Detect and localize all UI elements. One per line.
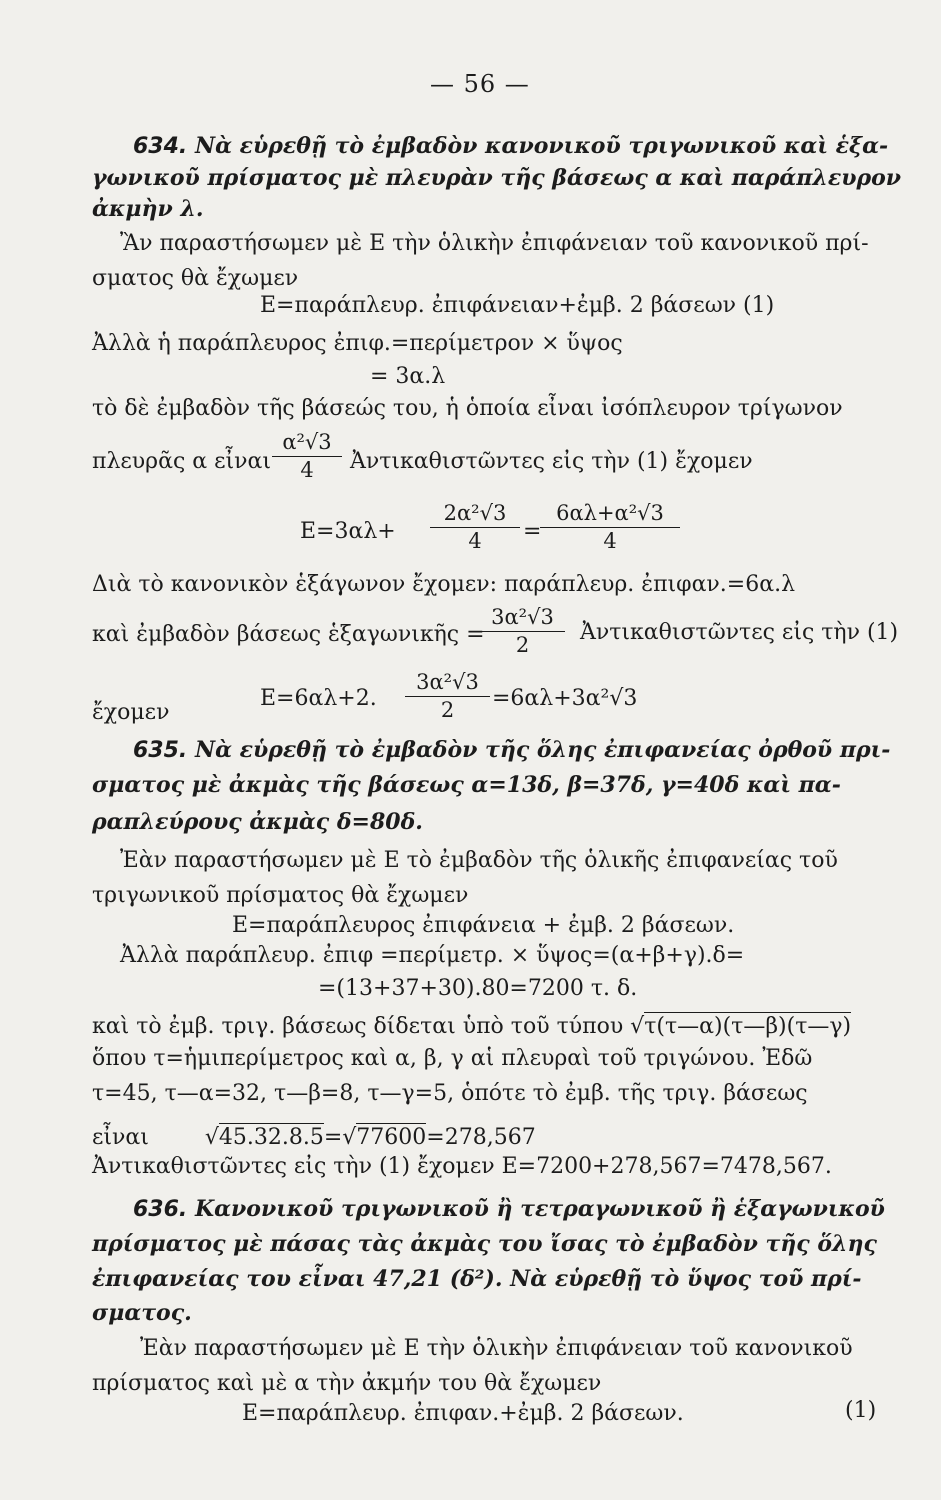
problem-634-title-line-3: ἀκμὴν λ. — [92, 196, 204, 222]
problem-636-title-line-2: πρίσματος μὲ πάσας τὰς ἀκμὰς του ἴσας τὸ ἐμβαδὸν τῆς ὅλης — [92, 1231, 877, 1257]
problem-635-number: 635. — [133, 738, 188, 763]
equation-label: (1) — [845, 1398, 877, 1423]
problem-635-text-line: τριγωνικοῦ πρίσματος θὰ ἔχωμεν — [92, 883, 469, 908]
problem-634-equation-lhs: Ε=3αλ+ — [300, 519, 396, 544]
problem-634-equation-lhs: Ε=6αλ+2. — [260, 686, 377, 711]
problem-634-text-line: πλευρᾶς α εἶναι — [92, 449, 272, 474]
problem-634-text-line: τὸ δὲ ἐμβαδὸν τῆς βάσεώς του, ἡ ὁποία εἶναι ἰσόπλευρον τρίγωνον — [92, 396, 843, 421]
problem-635-text-line: ὅπου τ=ἡμιπερίμετρος καὶ α, β, γ αἱ πλευραὶ τοῦ τριγώνου. Ἐδῶ — [92, 1046, 813, 1071]
problem-635-text-line: Ἀντικαθιστῶντες εἰς τὴν (1) ἔχομεν Ε=7200+278,567=7478,567. — [92, 1154, 832, 1179]
problem-635-equation: Ε=παράπλευρος ἐπιφάνεια + ἐμβ. 2 βάσεων. — [232, 913, 735, 938]
problem-636-number: 636. — [133, 1197, 188, 1222]
problem-634-title-line-2: γωνικοῦ πρίσματος μὲ πλευρὰν τῆς βάσεως α καὶ παράπλευρον — [92, 165, 902, 191]
problem-634-text-line: καὶ ἐμβαδὸν βάσεως ἑξαγωνικῆς = — [92, 622, 485, 647]
problem-634-equation-1: Ε=παράπλευρ. ἐπιφάνειαν+ἐμβ. 2 βάσεων (1) — [260, 293, 775, 318]
problem-634-equation: = 3α.λ — [370, 364, 446, 389]
problem-635-text-line: Ἐὰν παραστήσωμεν μὲ Ε τὸ ἐμβαδὸν τῆς ὁλικῆς ἐπιφανείας τοῦ — [120, 848, 838, 873]
fraction-hexagon-base: 3α²√3 2 — [480, 607, 565, 656]
problem-636-title-line-3: ἐπιφανείας του εἶναι 47,21 (δ²). Νὰ εὑρεθῇ τὸ ὕψος τοῦ πρί- — [92, 1266, 862, 1292]
problem-635-text-line: καὶ τὸ ἐμβ. τριγ. βάσεως δίδεται ὑπὸ τοῦ τύπου √τ(τ—α)(τ—β)(τ—γ) — [92, 1014, 852, 1039]
problem-635-text-line: εἶναι √45.32.8.5=√77600=278,567 — [92, 1125, 536, 1150]
problem-634-text-line: σματος θὰ ἔχωμεν — [92, 266, 299, 291]
problem-635-text-line: τ=45, τ—α=32, τ—β=8, τ—γ=5, ὁπότε τὸ ἐμβ. τῆς τριγ. βάσεως — [92, 1081, 808, 1106]
problem-636-title-line-4: σματος. — [92, 1300, 192, 1326]
problem-636-title-line-1: 636. Κανονικοῦ τριγωνικοῦ ἢ τετραγωνικοῦ ἢ ἑξαγωνικοῦ — [133, 1196, 885, 1222]
problem-634-text-line: ἔχομεν — [92, 700, 170, 725]
fraction-base-area-triangle: α²√3 4 — [272, 432, 342, 481]
problem-636-text-line: πρίσματος καὶ μὲ α τὴν ἀκμήν του θὰ ἔχωμεν — [92, 1371, 602, 1396]
problem-634-text-line: Ἀντικαθιστῶντες εἰς τὴν (1) ἔχομεν — [350, 449, 753, 474]
problem-634-equation-result: =6αλ+3α²√3 — [492, 686, 638, 711]
problem-634-title-line-1: 634. Νὰ εὑρεθῇ τὸ ἐμβαδὸν κανονικοῦ τριγωνικοῦ καὶ ἑξα- — [133, 133, 889, 159]
problem-634-number: 634. — [133, 134, 188, 159]
problem-635-text-line: Ἀλλὰ παράπλευρ. ἐπιφ =περίμετρ. × ὕψος=(α+β+γ).δ= — [120, 943, 745, 968]
problem-635-equation: =(13+37+30).80=7200 τ. δ. — [318, 976, 638, 1001]
problem-634-text-line: Ἂν παραστήσωμεν μὲ Ε τὴν ὁλικὴν ἐπιφάνειαν τοῦ κανονικοῦ πρί- — [120, 231, 869, 256]
problem-634-text-line: Διὰ τὸ κανονικὸν ἑξάγωνον ἔχομεν: παράπλευρ. ἐπιφαν.=6α.λ — [92, 572, 796, 597]
problem-634-text-line: Ἀντικαθιστῶντες εἰς τὴν (1) — [580, 620, 899, 645]
heron-formula: τ(τ—α)(τ—β)(τ—γ) — [644, 1014, 852, 1039]
problem-634-text-line: Ἀλλὰ ἡ παράπλευρος ἐπιφ.=περίμετρον × ὕψος — [92, 331, 623, 356]
problem-636-equation: Ε=παράπλευρ. ἐπιφαν.+ἐμβ. 2 βάσεων. — [242, 1401, 684, 1426]
problem-635-title-line-3: ραπλεύρους ἀκμὰς δ=80δ. — [92, 809, 423, 835]
fraction-triangle-base: 2α²√3 4 — [430, 503, 520, 552]
fraction-result: 6αλ+α²√3 4 — [540, 503, 680, 552]
page-number: — 56 — — [430, 70, 530, 98]
problem-635-title-line-2: σματος μὲ ἀκμὰς τῆς βάσεως α=13δ, β=37δ, γ=40δ καὶ πα- — [92, 772, 841, 798]
problem-636-text-line: Ἐὰν παραστήσωμεν μὲ Ε τὴν ὁλικὴν ἐπιφάνειαν τοῦ κανονικοῦ — [140, 1336, 853, 1361]
equals-sign: = — [523, 519, 542, 544]
problem-635-title-line-1: 635. Νὰ εὑρεθῇ τὸ ἐμβαδὸν τῆς ὅλης ἐπιφανείας ὀρθοῦ πρι- — [133, 737, 891, 763]
fraction-hexagon-area: 3α²√3 2 — [405, 672, 490, 721]
